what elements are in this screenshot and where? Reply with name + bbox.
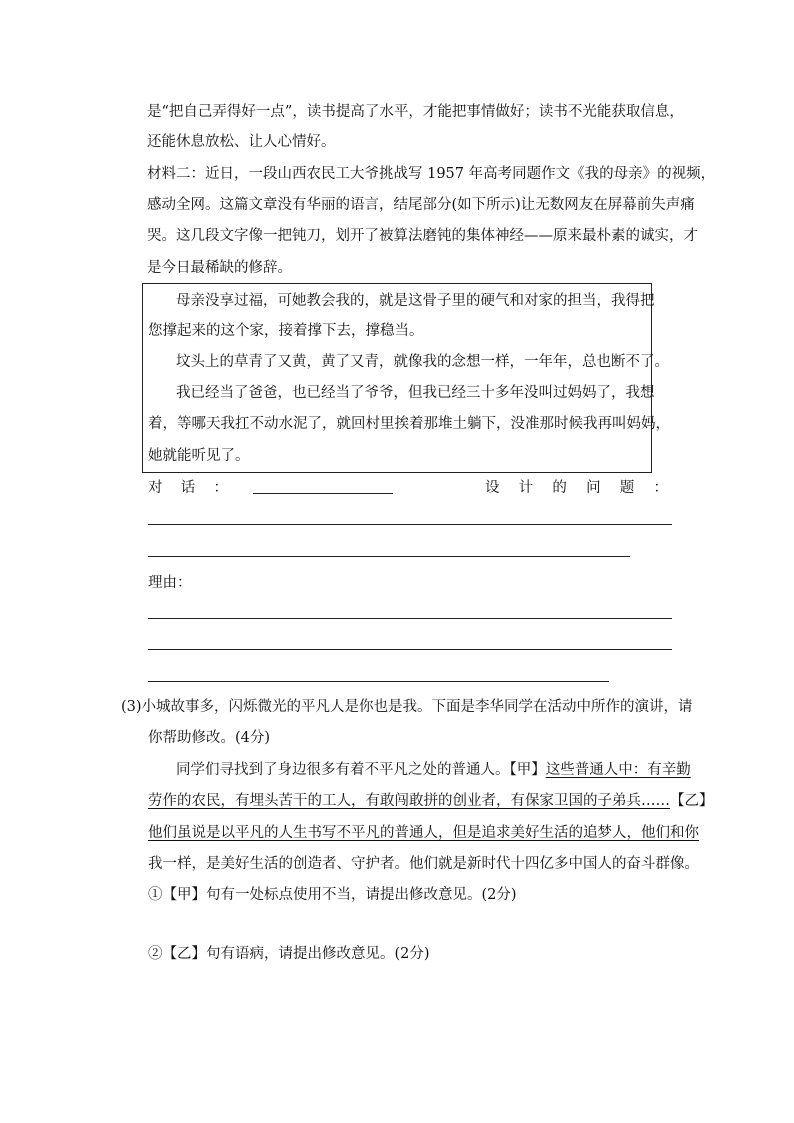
question-3-line-2: 你帮助修改。(4分) [148, 730, 271, 746]
sub-question-2: ②【乙】句有语病，请提出修改意见。(2分) [148, 946, 430, 962]
reason-label: 理由： [148, 575, 192, 591]
dialogue-char-2: 话 [180, 480, 196, 496]
dialogue-answer-line[interactable] [253, 493, 393, 494]
designed-question-label [485, 478, 668, 498]
speech-line-4: 我一样，是美好生活的创造者、守护者。他们就是新时代十四亿多中国人的奋斗群像。 [148, 856, 699, 872]
reason-answer-line-1[interactable] [148, 618, 672, 619]
speech-line-3 [148, 823, 699, 843]
quote-p3-line-2: 着，等哪天我扛不动水泥了，就回村里挨着那堆土躺下，没准那时候我再叫妈妈， [148, 416, 670, 432]
speech-line-1-underlined: 这些普通人中：有辛勤 [545, 762, 691, 778]
speech-line-2-underlined: 劳作的农民，有埋头苦干的工人，有敢闯敢拼的创业者，有保家卫国的子弟兵…… [148, 793, 670, 809]
question-answer-line-2[interactable] [148, 556, 630, 557]
quote-p3-line-1: 我已经当了爸爸，也已经当了爷爷，但我已经三十多年没叫过妈妈了，我想 [176, 385, 655, 401]
material-two-line-3: 哭。这几段文字像一把钝刀，划开了被算法磨钝的集体神经——原来最朴素的诚实，才 [147, 228, 698, 244]
sub-question-1: ①【甲】句有一处标点使用不当，请提出修改意见。(2分) [148, 887, 517, 903]
quote-p2-line-1: 坟头上的草青了又黄，黄了又青，就像我的念想一样，一年年，总也断不了。 [176, 354, 669, 370]
speech-line-1-plain: 同学们寻找到了身边很多有着不平凡之处的普通人。【甲】 [176, 762, 546, 778]
question-3-line-1: (3)小城故事多，闪烁微光的平凡人是你也是我。下面是李华同学在活动中所作的演讲，请 [121, 699, 693, 715]
question-answer-line-1[interactable] [148, 524, 672, 525]
dialogue-char-1: 对 [148, 480, 163, 496]
speech-line-3-underlined: 他们虽说是以平凡的人生书写不平凡的普通人，但是追求美好生活的追梦人，他们和你 [148, 825, 699, 841]
speech-line-2-plain: 【乙】 [670, 793, 714, 809]
question-char-5: 题 [619, 480, 635, 496]
question-char-2: 计 [518, 480, 534, 496]
material-one-line-2: 还能休息放松、让人心情好。 [147, 134, 336, 150]
question-char-4: 问 [586, 480, 601, 496]
material-two-line-2: 感动全网。这篇文章没有华丽的语言，结尾部分(如下所示)让无数网友在屏幕前失声痛 [147, 197, 695, 213]
reason-answer-line-3[interactable] [148, 681, 609, 682]
quote-p1-line-1: 母亲没享过福，可她教会我的，就是这骨子里的硬气和对家的担当，我得把 [176, 293, 655, 309]
question-char-6: ： [653, 480, 668, 496]
question-char-3: 的 [552, 480, 567, 496]
material-one-line-1: 是“把自己弄得好一点”，读书提高了水平，才能把事情做好；读书不光能获取信息， [147, 104, 684, 120]
quote-p1-line-2: 您撑起来的这个家，接着撑下去，撑稳当。 [148, 323, 424, 339]
speech-line-2 [148, 791, 714, 811]
material-two-line-4: 是今日最稀缺的修辞。 [147, 260, 292, 276]
quote-p3-line-3: 她就能听见了。 [148, 448, 250, 464]
dialogue-label [148, 478, 228, 498]
question-char-1: 设 [485, 480, 500, 496]
material-two-line-1: 材料二：近日，一段山西农民工大爷挑战写 1957 年高考同题作文《我的母亲》的视频， [147, 166, 716, 182]
quote-box [142, 283, 652, 473]
dialogue-char-3: ： [213, 480, 228, 496]
speech-line-1 [176, 760, 691, 780]
reason-answer-line-2[interactable] [148, 649, 672, 650]
